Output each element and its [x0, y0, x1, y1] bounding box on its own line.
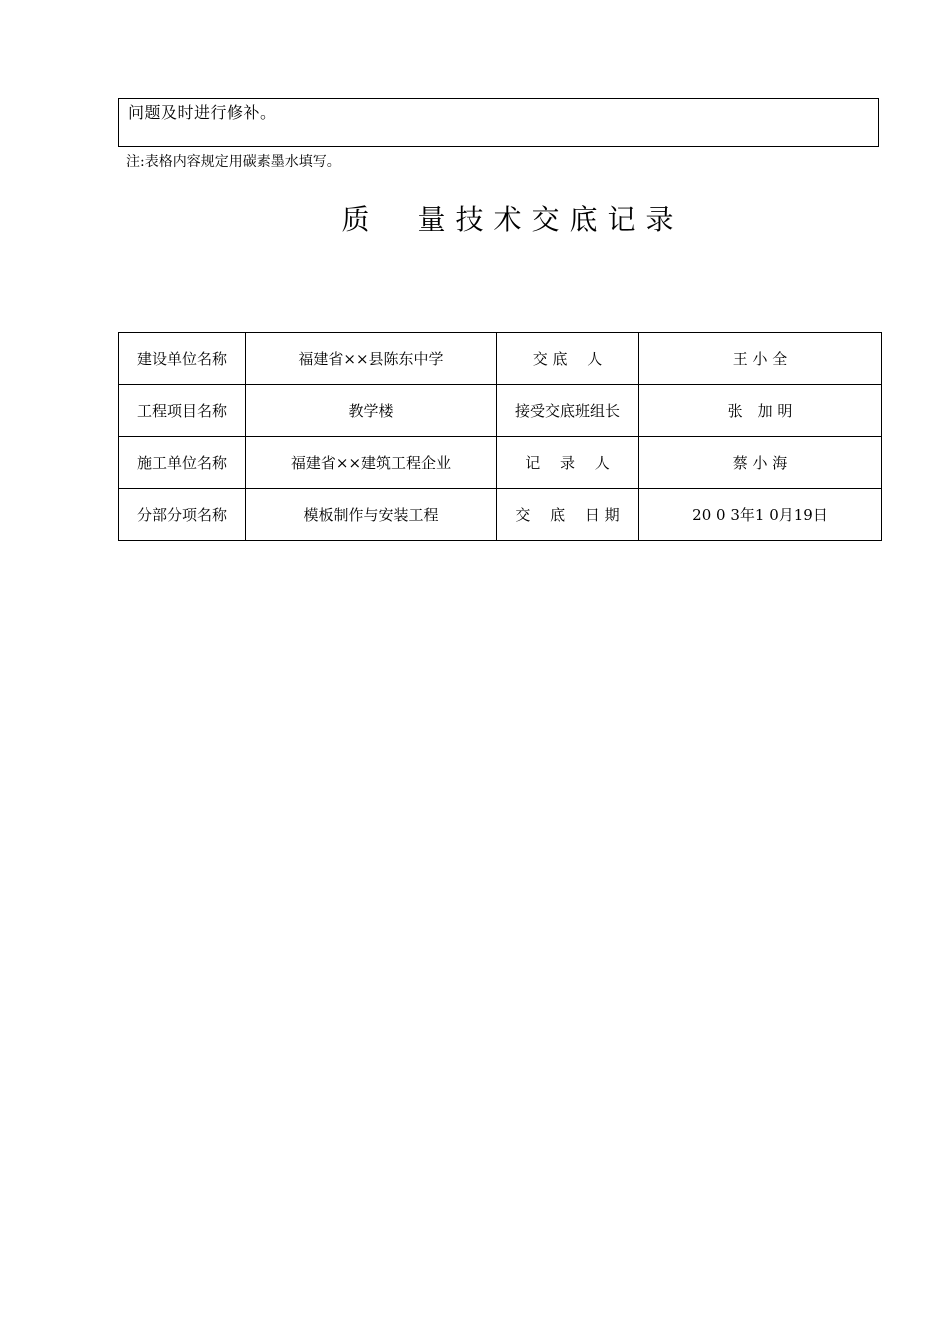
- label-cell: 交 底 日 期: [497, 489, 639, 541]
- continued-content-text: 问题及时进行修补。: [128, 103, 277, 122]
- value-cell: 王 小 全: [639, 333, 882, 385]
- form-note: 注:表格内容规定用碳素墨水填写。: [126, 154, 341, 170]
- value-cell: 教学楼: [246, 385, 497, 437]
- value-cell: 模板制作与安装工程: [246, 489, 497, 541]
- value-cell: 张 加 明: [639, 385, 882, 437]
- table-row: [119, 437, 882, 489]
- value-cell: 蔡 小 海: [639, 437, 882, 489]
- value-cell: 福建省××县陈东中学: [246, 333, 497, 385]
- continued-content-box: [118, 98, 879, 147]
- label-cell: 施工单位名称: [119, 437, 246, 489]
- page-title: 质 量技术交底记录: [341, 203, 684, 236]
- value-cell: 20 0 3年1 0月19日: [639, 489, 882, 541]
- table-row: [119, 333, 882, 385]
- label-cell: 记 录 人: [497, 437, 639, 489]
- label-cell: 工程项目名称: [119, 385, 246, 437]
- label-cell: 建设单位名称: [119, 333, 246, 385]
- value-cell: 福建省××建筑工程企业: [246, 437, 497, 489]
- table-row: [119, 385, 882, 437]
- table-row: [119, 489, 882, 541]
- disclosure-record-table: [118, 332, 882, 541]
- label-cell: 分部分项名称: [119, 489, 246, 541]
- label-cell: 接受交底班组长: [497, 385, 639, 437]
- label-cell: 交 底 人: [497, 333, 639, 385]
